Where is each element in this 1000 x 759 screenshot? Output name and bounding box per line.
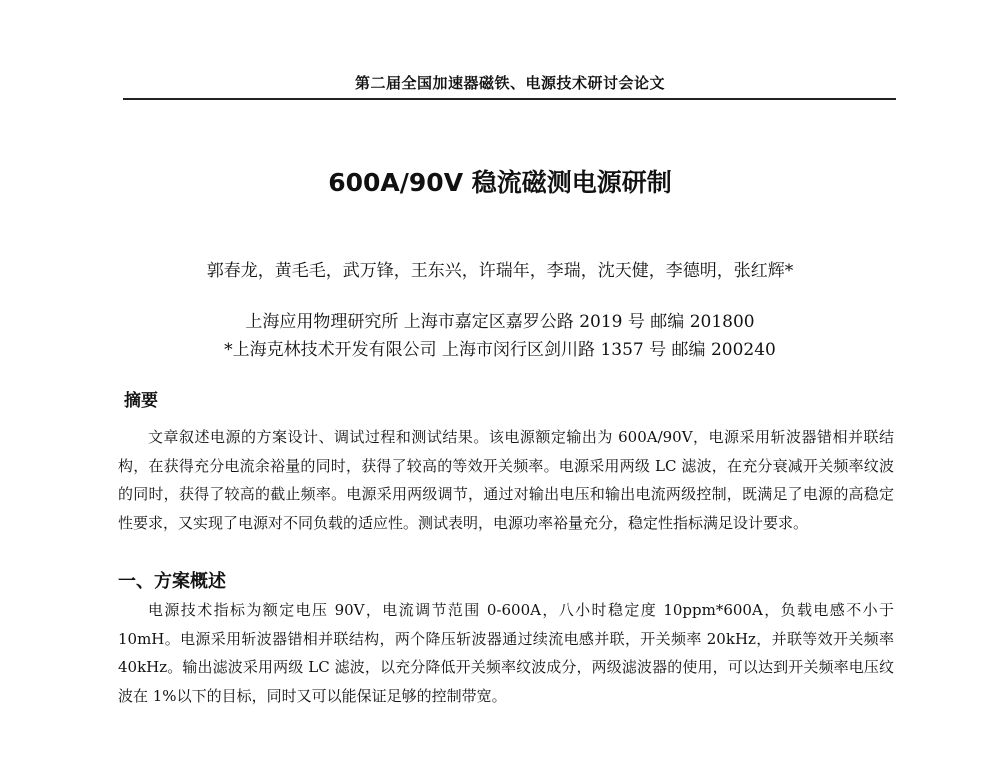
author-list: 郭春龙，黄毛毛，武万锋，王东兴，许瑞年，李瑞，沈天健，李德明，张红辉* bbox=[206, 261, 794, 281]
running-header: 第二届全国加速器磁铁、电源技术研讨会论文 bbox=[354, 74, 665, 92]
abstract-heading: 摘要 bbox=[124, 391, 158, 411]
header-divider bbox=[123, 98, 896, 100]
affiliation-2: *上海克林技术开发有限公司 上海市闵行区剑川路 1357 号 邮编 200240 bbox=[224, 340, 776, 360]
paper-title: 600A/90V 稳流磁测电源研制 bbox=[328, 168, 672, 197]
abstract-body: 文章叙述电源的方案设计、调试过程和测试结果。该电源额定输出为 600A/90V，电源采用斩波器错相并联结构，在获得充分电流余裕量的同时，获得了较高的等效开关频率。电源采用两级 LC 滤波，在充分衰减开关频率纹波的同时，获得了较高的截止频率。电源采用两级调节，通过对输出电压和输出电流两级控制，既满足了电源的高稳定性要求，又实现了电源对不同负载的适应性。测试表明，电源功率裕量充分，稳定性指标满足设计要求。 bbox=[118, 428, 894, 532]
affiliation-1: 上海应用物理研究所 上海市嘉定区嘉罗公路 2019 号 邮编 201800 bbox=[245, 312, 755, 332]
section-heading: 一、方案概述 bbox=[118, 571, 226, 592]
section-body: 电源技术指标为额定电压 90V，电流调节范围 0-600A，八小时稳定度 10ppm*600A，负载电感不小于 10mH。电源采用斩波器错相并联结构，两个降压斩波器通过续流电感并联，开关频率 20kHz，并联等效开关频率 40kHz。输出滤波采用两级 LC 滤波，以充分降低开关频率纹波成分，两级滤波器的使用，可以达到开关频率电压纹波在 1%以下的目标，同时又可以能保证足够的控制带宽。 bbox=[118, 601, 894, 705]
